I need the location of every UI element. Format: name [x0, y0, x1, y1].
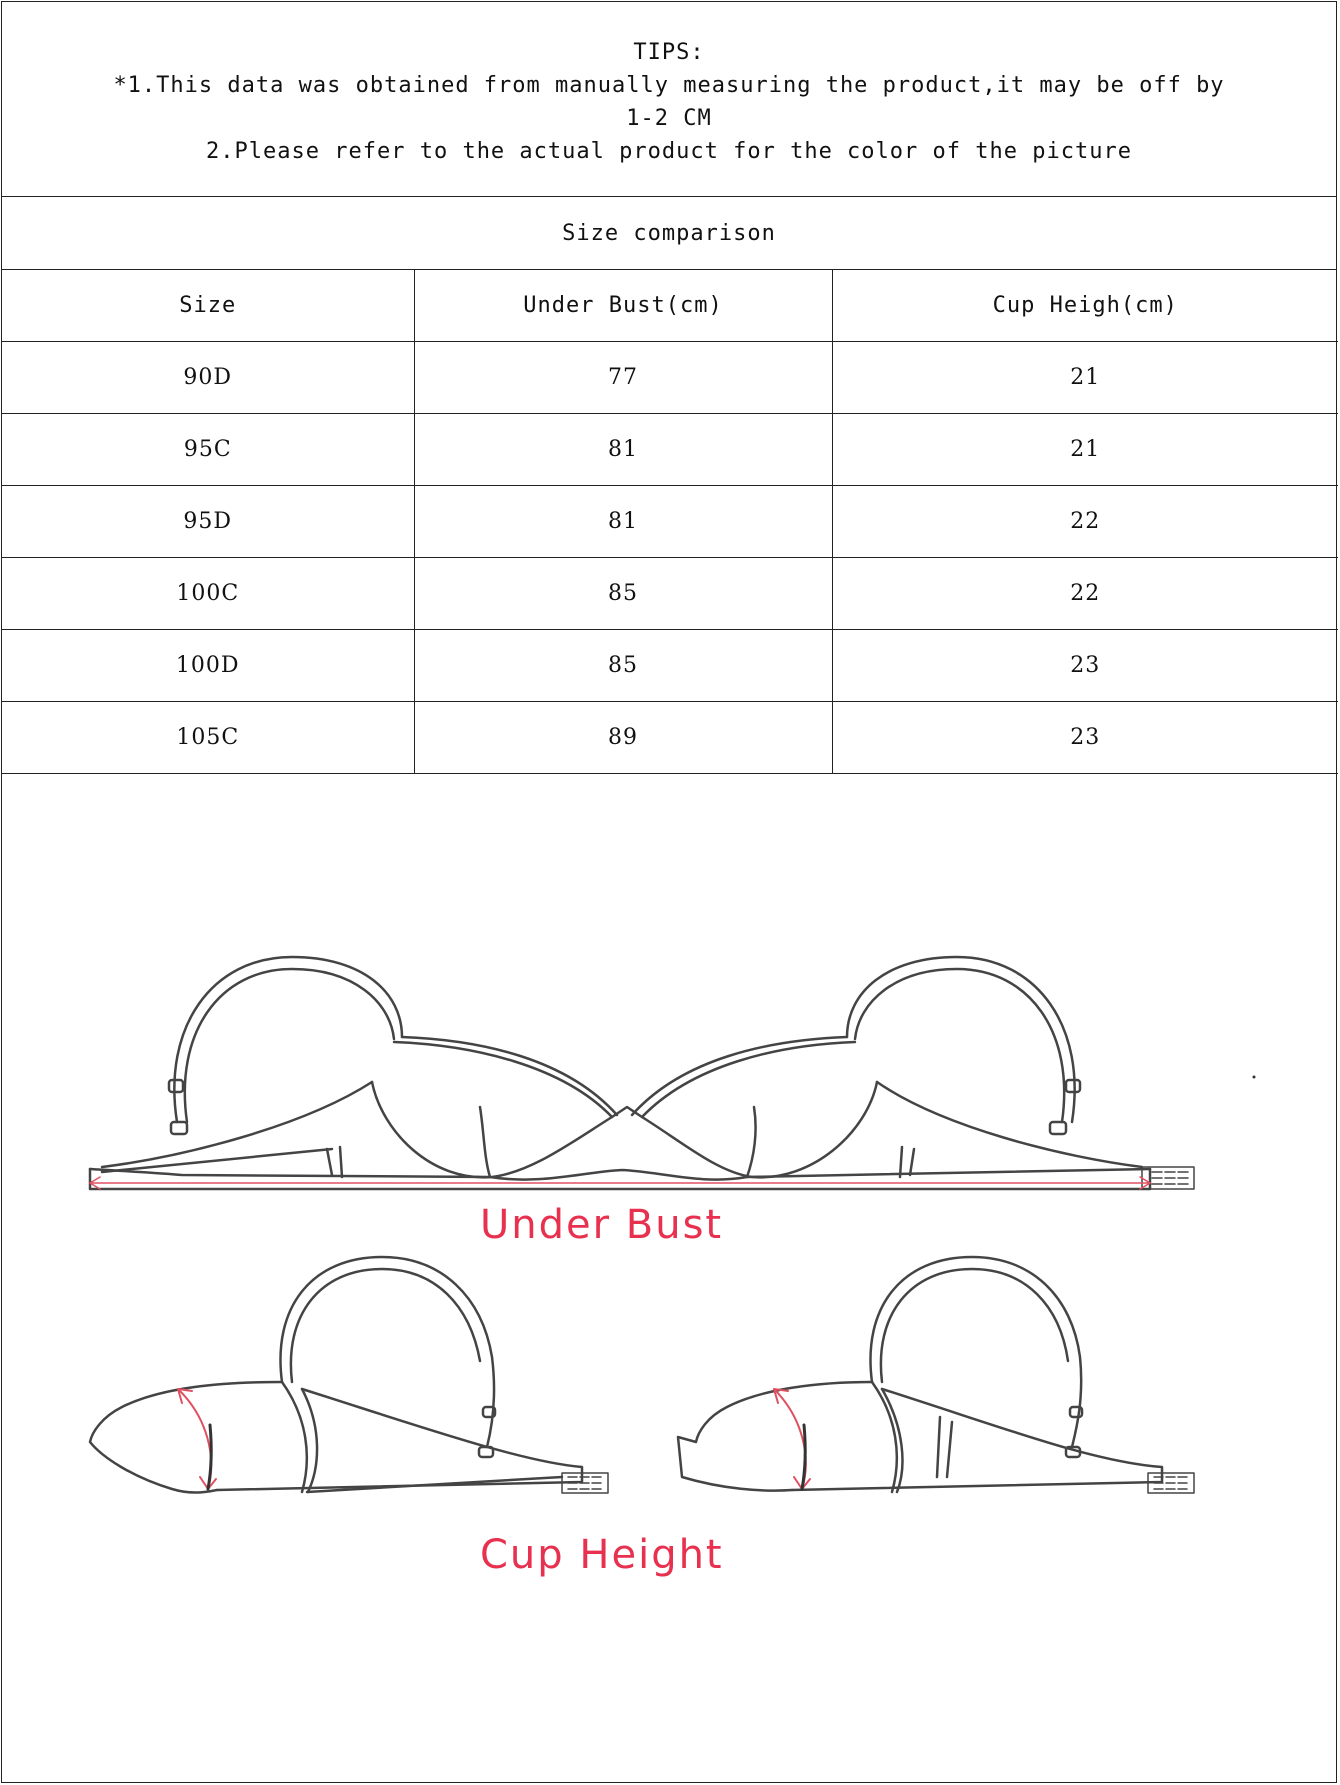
tips-line-1-continued: 1-2 CM: [626, 106, 712, 131]
table-row: [2, 486, 1338, 558]
cell-size: 105C: [2, 702, 414, 774]
cell-cup-height: 23: [832, 702, 1338, 774]
size-table: [2, 270, 1338, 774]
bra-side-view-left-icon: [90, 1257, 608, 1493]
header-under-bust: Under Bust(cm): [414, 270, 832, 342]
header-size: Size: [2, 270, 414, 342]
table-header-row: [2, 270, 1338, 342]
table-row: [2, 702, 1338, 774]
cell-cup-height: 21: [832, 342, 1338, 414]
table-caption: Size comparison: [2, 197, 1336, 270]
cell-under-bust: 81: [414, 486, 832, 558]
tips-line-1: *1.This data was obtained from manually measuring the product,it may be off by: [113, 73, 1225, 98]
cell-cup-height: 23: [832, 630, 1338, 702]
bra-front-view-icon: [90, 957, 1194, 1189]
cell-cup-height: 22: [832, 486, 1338, 558]
cell-under-bust: 85: [414, 558, 832, 630]
cell-size: 90D: [2, 342, 414, 414]
measurement-illustration: [2, 777, 1336, 1777]
table-row: [2, 414, 1338, 486]
size-chart-frame: [1, 1, 1337, 1783]
cell-size: 100D: [2, 630, 414, 702]
under-bust-label: Under Bust: [480, 1202, 724, 1248]
tips-title: TIPS:: [633, 40, 705, 65]
cell-size: 95D: [2, 486, 414, 558]
tips-section: [2, 2, 1336, 197]
header-cup-height: Cup Heigh(cm): [832, 270, 1338, 342]
cell-under-bust: 89: [414, 702, 832, 774]
cell-size: 95C: [2, 414, 414, 486]
bra-side-view-right-icon: [678, 1257, 1194, 1493]
table-row: [2, 630, 1338, 702]
cell-cup-height: 21: [832, 414, 1338, 486]
under-bust-arrow-icon: [90, 1177, 1150, 1189]
cell-under-bust: 85: [414, 630, 832, 702]
cup-height-label: Cup Height: [480, 1532, 724, 1578]
cell-under-bust: 77: [414, 342, 832, 414]
cell-cup-height: 22: [832, 558, 1338, 630]
tips-line-2: 2.Please refer to the actual product for the color of the picture: [206, 139, 1132, 164]
cell-under-bust: 81: [414, 414, 832, 486]
table-row: [2, 342, 1338, 414]
cell-size: 100C: [2, 558, 414, 630]
table-row: [2, 558, 1338, 630]
